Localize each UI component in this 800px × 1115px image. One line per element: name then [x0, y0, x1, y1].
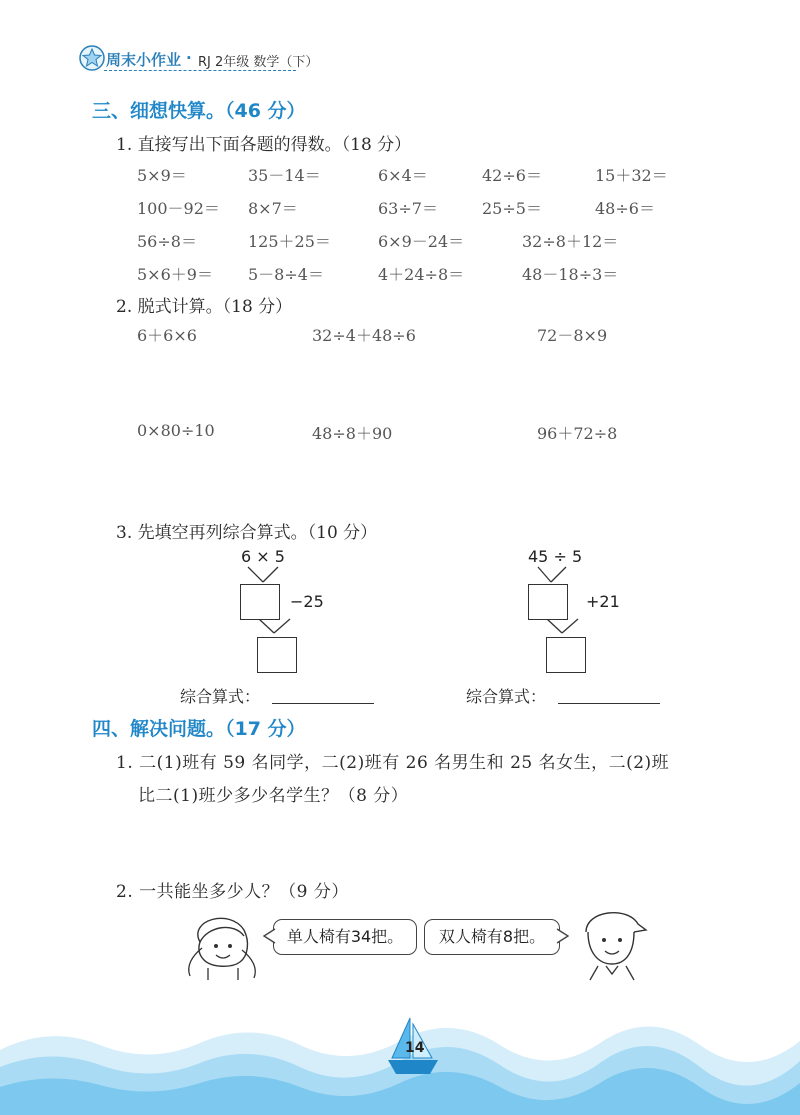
math-item: 25÷5＝	[482, 199, 542, 218]
calc-item: 32÷4＋48÷6	[312, 326, 416, 345]
math-item: 48－18÷3＝	[522, 265, 619, 284]
section4-title: 四、解决问题。（17 分）	[92, 718, 306, 740]
flow-top-expression: 45 ÷ 5	[528, 547, 583, 566]
math-item: 42÷6＝	[482, 166, 542, 185]
calc-item: 96＋72÷8	[537, 424, 618, 443]
answer-box[interactable]	[240, 584, 280, 620]
speech-bubble-left	[273, 919, 417, 955]
calc-item: 0×80÷10	[137, 421, 215, 440]
q1-title: 1. 直接写出下面各题的得数。（18 分）	[116, 135, 412, 155]
math-item: 48÷6＝	[595, 199, 655, 218]
bubble-tail-icon	[556, 928, 570, 944]
math-item: 5×6＋9＝	[137, 265, 213, 284]
math-item: 5－8÷4＝	[248, 265, 324, 284]
header-dot: ·	[186, 49, 192, 67]
math-item: 6×9－24＝	[378, 232, 465, 251]
problem1-line2: 比二(1)班少多少名学生？（8 分）	[138, 786, 409, 806]
combined-formula-label: 综合算式：	[180, 687, 261, 706]
boy-illustration-icon	[572, 902, 652, 982]
answer-box[interactable]	[546, 637, 586, 673]
calc-item: 6＋6×6	[137, 326, 197, 345]
problem1-line1: 1. 二(1)班有 59 名同学，二(2)班有 26 名男生和 25 名女生，二(2)班	[116, 753, 670, 773]
math-item: 32÷8＋12＝	[522, 232, 619, 251]
combined-formula-label: 综合算式：	[466, 687, 547, 706]
calc-item: 48÷8＋90	[312, 424, 393, 443]
bubble-tail-icon	[262, 928, 276, 944]
math-item: 15＋32＝	[595, 166, 668, 185]
logo-icon	[78, 44, 106, 72]
section3-title: 三、细想快算。（46 分）	[92, 100, 306, 122]
bubble-text: 单人椅有34把。	[286, 927, 404, 946]
math-item: 8×7＝	[248, 199, 298, 218]
bubble-text: 双人椅有8把。	[438, 927, 546, 946]
grade-label: RJ 2年级 数学（下）	[198, 55, 319, 70]
math-item: 56÷8＝	[137, 232, 197, 251]
answer-line[interactable]	[272, 703, 374, 704]
speech-bubble-right	[424, 919, 560, 955]
flow-operation: +21	[586, 592, 620, 611]
series-title: 周末小作业	[106, 51, 182, 69]
page-number: 14	[405, 1040, 425, 1056]
math-item: 5×9＝	[137, 166, 187, 185]
answer-line[interactable]	[558, 703, 660, 704]
math-item: 125＋25＝	[248, 232, 331, 251]
header-rule	[104, 70, 296, 71]
flow-operation: −25	[290, 592, 324, 611]
problem2-title: 2. 一共能坐多少人？（9 分）	[116, 882, 349, 902]
girl-illustration-icon	[178, 908, 268, 983]
math-item: 100－92＝	[137, 199, 220, 218]
q2-title: 2. 脱式计算。（18 分）	[116, 297, 293, 317]
calc-item: 72－8×9	[537, 326, 608, 345]
flow-top-expression: 6 × 5	[241, 547, 285, 566]
math-item: 4＋24÷8＝	[378, 265, 465, 284]
q3-title: 3. 先填空再列综合算式。（10 分）	[116, 523, 378, 543]
answer-box[interactable]	[257, 637, 297, 673]
math-item: 35－14＝	[248, 166, 321, 185]
answer-box[interactable]	[528, 584, 568, 620]
math-item: 6×4＝	[378, 166, 428, 185]
math-item: 63÷7＝	[378, 199, 438, 218]
